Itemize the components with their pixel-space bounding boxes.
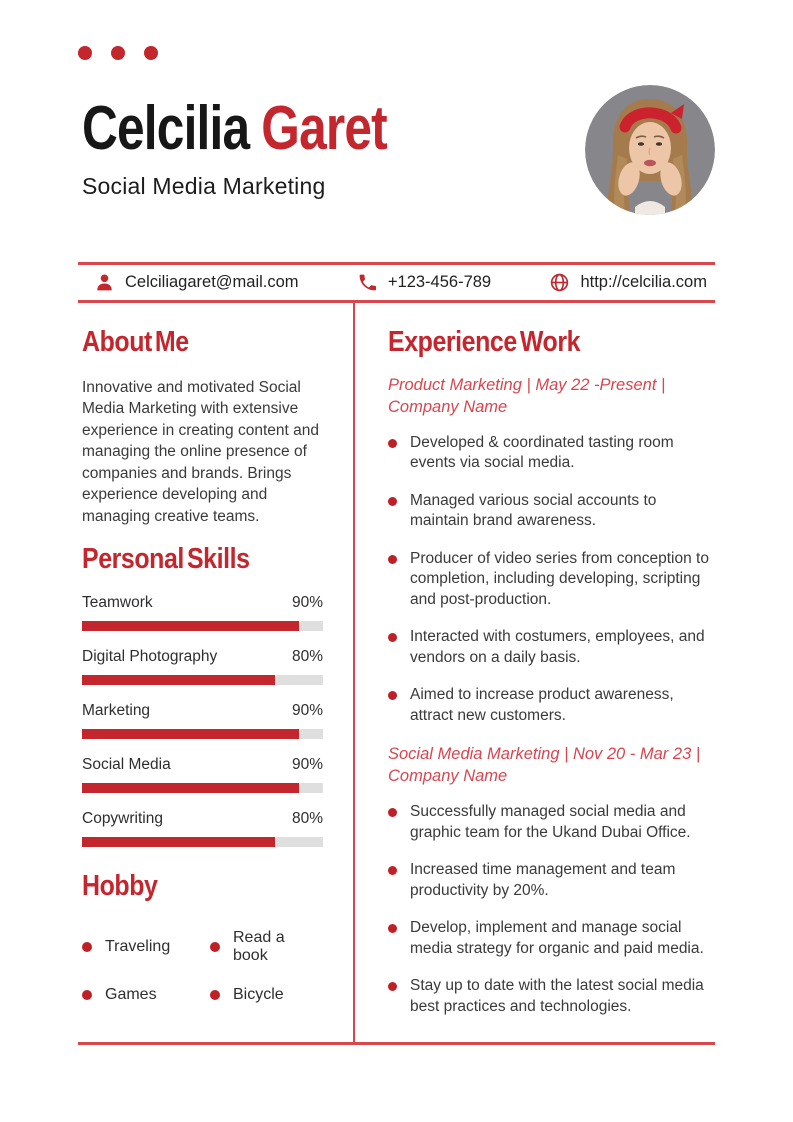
skill-bar-track bbox=[82, 729, 323, 739]
bullet-text: Increased time management and team productivity by 20%. bbox=[410, 861, 676, 899]
bullet-dot-icon bbox=[388, 497, 397, 506]
skill-label: Social Media bbox=[82, 756, 171, 774]
skill-bar-fill bbox=[82, 675, 275, 685]
job-bullet bbox=[388, 918, 715, 959]
right-column bbox=[355, 303, 715, 1042]
job-title: Product Marketing | May 22 -Present | Company Name bbox=[388, 375, 666, 416]
red-dot bbox=[144, 46, 158, 60]
bullet-dot-icon bbox=[82, 942, 92, 952]
contact-email bbox=[94, 272, 299, 293]
job-bullets bbox=[388, 802, 715, 1017]
job-bullet bbox=[388, 976, 715, 1017]
about-heading: About Me bbox=[82, 326, 189, 358]
job-entry bbox=[388, 743, 715, 1017]
hobby-heading: Hobby bbox=[82, 870, 158, 903]
skill-row bbox=[82, 648, 323, 666]
hobby-label: Traveling bbox=[105, 938, 171, 956]
hobby-list bbox=[82, 929, 323, 1004]
hobby-label: Bicycle bbox=[233, 986, 284, 1004]
bullet-text: Successfully managed social media and graphic team for the Ukand Dubai Office. bbox=[410, 803, 691, 841]
skill-percent: 90% bbox=[291, 756, 323, 774]
hobby-item bbox=[82, 929, 210, 965]
bullet-text: Stay up to date with the latest social media best practices and technologies. bbox=[410, 977, 704, 1015]
header bbox=[78, 85, 715, 215]
last-name: Garet bbox=[261, 94, 387, 163]
bullet-text: Producer of video series from conception to completion, including developing, scripting and post-production. bbox=[410, 549, 709, 608]
bullet-dot-icon bbox=[388, 982, 397, 991]
skill-item bbox=[82, 594, 323, 631]
skills-list bbox=[82, 594, 323, 847]
skill-percent: 80% bbox=[291, 648, 323, 666]
bullet-dot-icon bbox=[388, 691, 397, 700]
skill-row bbox=[82, 702, 323, 720]
red-dot bbox=[78, 46, 92, 60]
skill-label: Copywriting bbox=[82, 810, 163, 828]
bottom-divider bbox=[78, 1042, 715, 1045]
contact-bar bbox=[78, 262, 715, 303]
name-block bbox=[78, 85, 463, 200]
skill-row bbox=[82, 756, 323, 774]
skill-item bbox=[82, 648, 323, 685]
bullet-dot-icon bbox=[82, 990, 92, 1000]
skill-item bbox=[82, 810, 323, 847]
globe-icon bbox=[549, 272, 570, 293]
job-bullet bbox=[388, 627, 715, 668]
skill-label: Marketing bbox=[82, 702, 151, 720]
bullet-dot-icon bbox=[210, 990, 220, 1000]
person-name bbox=[82, 94, 463, 163]
job-bullet bbox=[388, 685, 715, 726]
job-bullet bbox=[388, 491, 715, 532]
bullet-dot-icon bbox=[388, 924, 397, 933]
job-bullet bbox=[388, 860, 715, 901]
skill-percent: 90% bbox=[291, 594, 323, 612]
hobby-label: Read a book bbox=[233, 929, 285, 965]
phone-text: +123-456-789 bbox=[387, 273, 492, 291]
bullet-text: Developed & coordinated tasting room events via social media. bbox=[410, 433, 674, 472]
bullet-dot-icon bbox=[388, 866, 397, 875]
left-column bbox=[78, 303, 355, 1042]
decorative-dots bbox=[78, 46, 793, 60]
skill-bar-track bbox=[82, 621, 323, 631]
jobs-list bbox=[388, 374, 715, 1018]
red-dot bbox=[111, 46, 125, 60]
bullet-text: Aimed to increase product awareness, attract new customers. bbox=[410, 686, 674, 724]
skill-bar-fill bbox=[82, 837, 275, 847]
experience-heading: Experience Work bbox=[388, 326, 581, 358]
hobby-item bbox=[82, 986, 210, 1004]
email-text: Celciliagaret@mail.com bbox=[125, 273, 299, 291]
skill-item bbox=[82, 756, 323, 793]
profile-photo bbox=[585, 85, 715, 215]
hobby-item bbox=[210, 929, 323, 965]
contact-website bbox=[549, 272, 707, 293]
bullet-text: Managed various social accounts to maintain brand awareness. bbox=[410, 491, 657, 530]
hobby-item bbox=[210, 986, 323, 1004]
skill-label: Digital Photography bbox=[82, 648, 218, 666]
person-icon bbox=[94, 272, 115, 293]
contact-phone bbox=[357, 272, 491, 293]
bullet-text: Interacted with costumers, employees, and vendors on a daily basis. bbox=[410, 628, 705, 666]
skill-bar-track bbox=[82, 675, 323, 685]
job-title: Social Media Marketing | Nov 20 - Mar 23 | Company Name bbox=[388, 745, 701, 786]
job-bullet bbox=[388, 802, 715, 843]
skills-heading: Personal Skills bbox=[82, 543, 250, 576]
phone-icon bbox=[357, 272, 378, 293]
role-subtitle: Social Media Marketing bbox=[82, 173, 326, 200]
profile-photo-illustration bbox=[585, 85, 715, 215]
skill-label: Teamwork bbox=[82, 594, 153, 612]
bullet-text: Develop, implement and manage social media strategy for organic and paid media. bbox=[410, 919, 704, 957]
job-entry bbox=[388, 374, 715, 727]
bullet-dot-icon bbox=[388, 808, 397, 817]
skill-bar-fill bbox=[82, 783, 299, 793]
skill-row bbox=[82, 810, 323, 828]
hobby-label: Games bbox=[105, 986, 157, 1004]
about-text: Innovative and motivated Social Media Marketing with extensive experience in creating content and managing the online presence of companies and brands. Brings experience developing and managing creative teams. bbox=[82, 378, 319, 525]
skill-bar-fill bbox=[82, 621, 299, 631]
skill-item bbox=[82, 702, 323, 739]
skill-bar-track bbox=[82, 837, 323, 847]
skill-row bbox=[82, 594, 323, 612]
skill-percent: 90% bbox=[291, 702, 323, 720]
skill-percent: 80% bbox=[291, 810, 323, 828]
main-columns bbox=[78, 303, 715, 1042]
bullet-dot-icon bbox=[388, 633, 397, 642]
bullet-dot-icon bbox=[388, 555, 397, 564]
job-bullet bbox=[388, 433, 715, 474]
job-bullets bbox=[388, 433, 715, 727]
first-name: Celcilia bbox=[82, 94, 250, 163]
skill-bar-fill bbox=[82, 729, 299, 739]
bullet-dot-icon bbox=[388, 439, 397, 448]
website-text: http://celcilia.com bbox=[580, 273, 707, 291]
skill-bar-track bbox=[82, 783, 323, 793]
job-bullet bbox=[388, 549, 715, 611]
bullet-dot-icon bbox=[210, 942, 220, 952]
